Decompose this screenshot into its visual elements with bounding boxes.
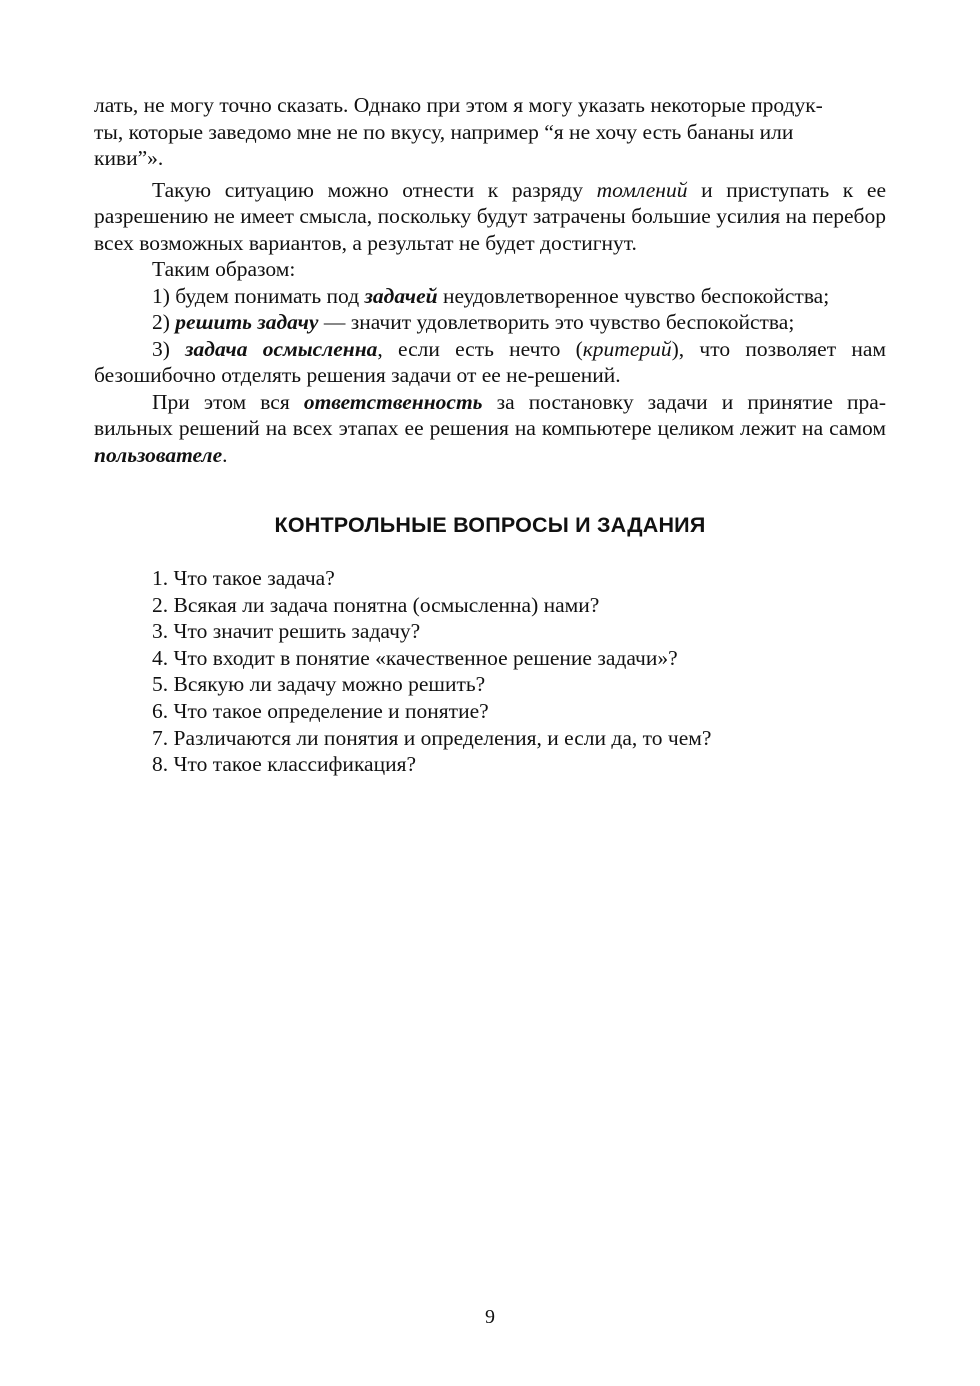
paragraph-languishing	[94, 177, 886, 257]
questions-list	[152, 565, 711, 778]
list-item: 4. Что входит в понятие «качественное решение задачи»?	[152, 645, 678, 670]
list-item: 8. Что такое классификация?	[152, 752, 417, 777]
p2-after: и приступать к ее разрешению не имеет смысла, поскольку будут затрачены большие усилия на перебор всех возможных вариантов, а результат не будет достигнут.	[94, 177, 886, 255]
list-item: 7. Различаются ли понятия и определения, и если да, то чем?	[152, 725, 712, 750]
definition-2	[94, 309, 886, 336]
definition-1	[94, 283, 886, 310]
def2-term: решить задачу	[175, 310, 319, 334]
def3-middle: , если есть нечто (	[377, 336, 583, 361]
p4-term-responsibility: ответственность	[303, 389, 483, 414]
list-item: 3. Что значит решить задачу?	[152, 619, 421, 644]
def1-after: неудовлетворенное чувство беспокойства;	[437, 283, 830, 308]
def3-criterion: критерий	[582, 336, 672, 361]
p4-middle: за постановку задачи и принятие пра-вильных решений на всех этапах ее решения на компьютере целиком лежит на самом	[94, 389, 886, 440]
def3-before: 3)	[152, 336, 186, 361]
def2-after: — значит удовлетворить это чувство беспокойства;	[318, 310, 795, 334]
list-item: 1. Что такое задача?	[152, 566, 335, 590]
def2-before: 2)	[152, 310, 176, 334]
definition-3	[94, 336, 886, 389]
def1-before: 1) будем понимать под	[152, 283, 365, 308]
list-item: 6. Что такое определение и понятие?	[152, 698, 489, 723]
p4-after: .	[222, 442, 228, 467]
page-body	[94, 92, 886, 777]
list-item: 2. Всякая ли задача понятна (осмысленна) нами?	[152, 592, 600, 617]
def3-term: задача осмысленна	[185, 336, 378, 361]
paragraph-thus: Таким образом:	[152, 257, 296, 281]
paragraph-continuation: лать, не могу точно сказать. Однако при этом я могу указать некоторые продук- ты, которые заведомо мне не по вкусу, например “я не хочу есть бананы или киви”».	[94, 93, 823, 170]
def3-after: ), что позволяет нам безошибочно отделять решения задачи от ее не-решений.	[94, 336, 886, 387]
section-heading: КОНТРОЛЬНЫЕ ВОПРОСЫ И ЗАДАНИЯ	[274, 513, 706, 537]
p4-term-user: пользователе	[94, 442, 223, 467]
list-item: 5. Всякую ли задачу можно решить?	[152, 672, 486, 697]
p4-before: При этом вся	[152, 389, 304, 414]
p2-emphasis: томлений	[596, 177, 688, 202]
p2-before: Такую ситуацию можно отнести к разряду	[152, 177, 597, 202]
def1-term: задачей	[364, 283, 438, 308]
page-number: 9	[485, 1306, 495, 1328]
paragraph-responsibility	[94, 389, 886, 469]
